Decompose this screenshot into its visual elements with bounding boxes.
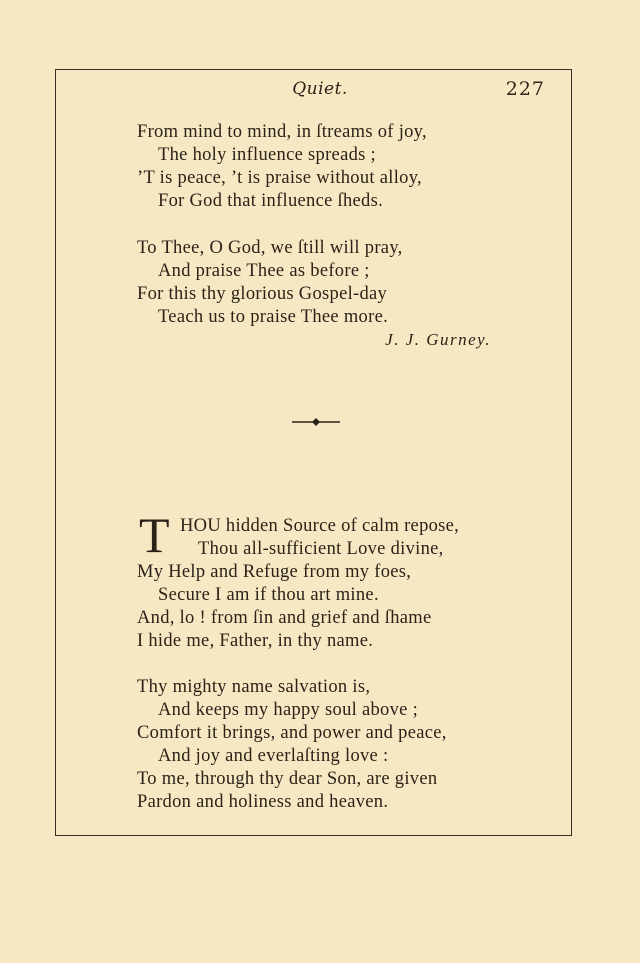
- section-divider-ornament: [292, 416, 340, 428]
- poem-line: Teach us to praise Thee more.: [158, 307, 389, 327]
- poem-line: The holy influence spreads ;: [158, 145, 376, 165]
- poem-line: And, lo ! from ſin and grief and ſhame: [137, 608, 432, 628]
- attribution: J. J. Gurney.: [385, 330, 491, 349]
- poem-line: For this thy glorious Gospel-day: [137, 284, 388, 304]
- page-number: 227: [505, 78, 545, 100]
- running-title: Quiet.: [292, 79, 348, 99]
- poem-line: Thy mighty name salvation is,: [137, 677, 371, 697]
- poem-line: My Help and Refuge from my foes,: [137, 562, 412, 582]
- drop-cap: T: [139, 507, 170, 563]
- poem-line: ’T is peace, ’t is praise without alloy,: [137, 168, 422, 188]
- poem-line: To me, through thy dear Son, are given: [137, 769, 438, 789]
- poem-line: Comfort it brings, and power and peace,: [137, 723, 447, 743]
- poem-line: To Thee, O God, we ſtill will pray,: [137, 238, 403, 258]
- poem-line: Thou all-sufficient Love divine,: [198, 539, 444, 559]
- poem-line: For God that influence ſheds.: [158, 191, 383, 211]
- poem-line: And joy and everlaſting love :: [158, 746, 389, 766]
- poem-line: HOU hidden Source of calm repose,: [180, 516, 460, 536]
- poem-line: I hide me, Father, in thy name.: [137, 631, 374, 651]
- poem-line: Pardon and holiness and heaven.: [137, 792, 389, 812]
- poem-line: And keeps my happy soul above ;: [158, 700, 419, 720]
- poem-line: Secure I am if thou art mine.: [158, 585, 379, 605]
- poem-line: And praise Thee as before ;: [158, 261, 370, 281]
- poem-line: From mind to mind, in ſtreams of joy,: [137, 122, 427, 142]
